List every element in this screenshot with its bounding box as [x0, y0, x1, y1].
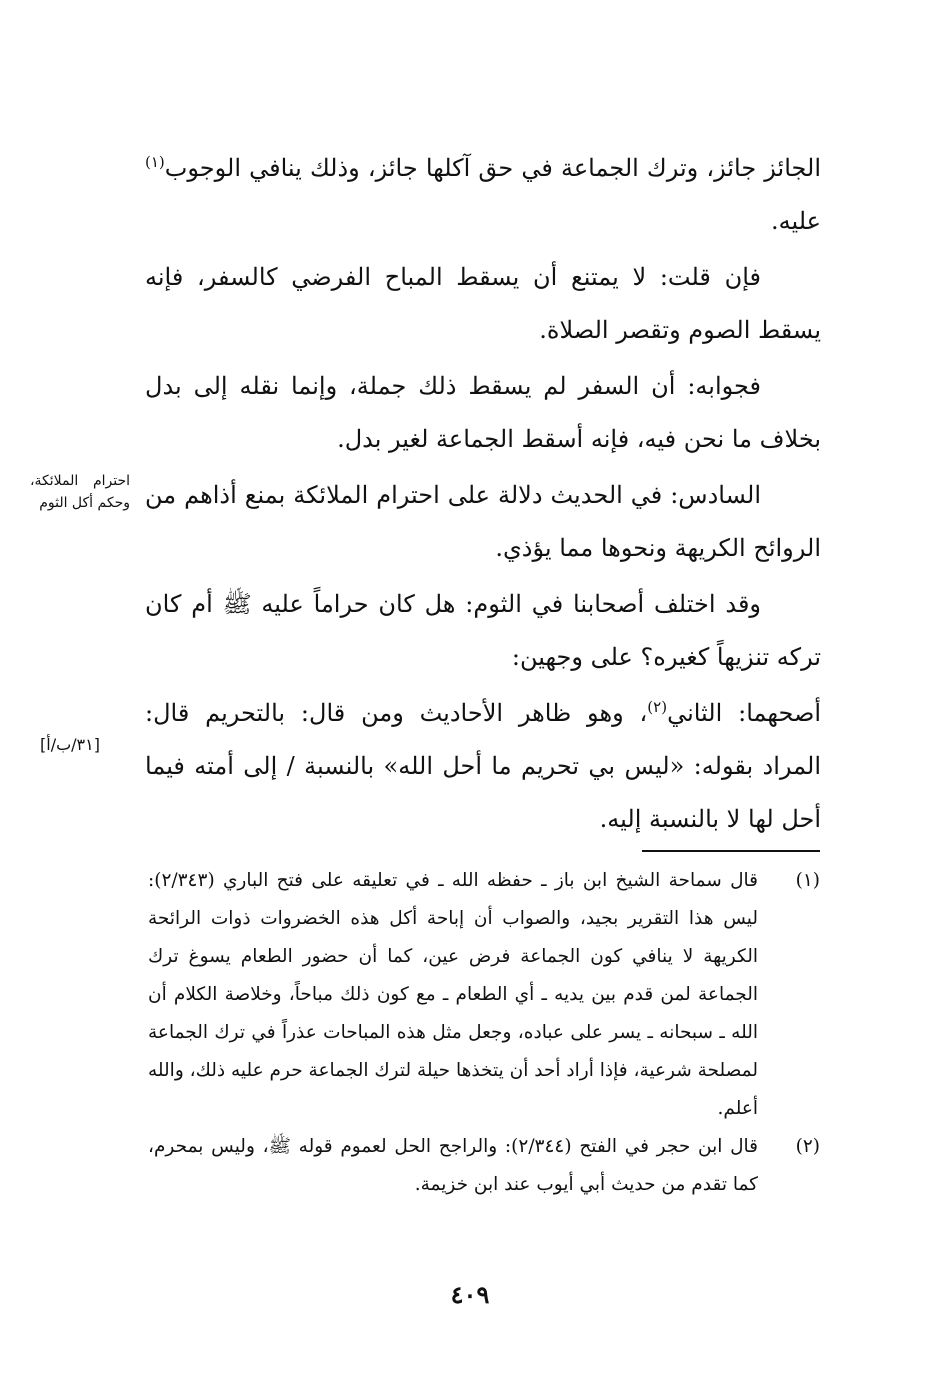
footnote-reference[interactable]: (١)	[145, 153, 165, 171]
paragraph-text: السادس: في الحديث دلالة على احترام الملائكة بمنع أذاهم من الروائح الكريهة ونحوها مما يؤذي.	[145, 481, 821, 562]
paragraph-3	[145, 360, 821, 466]
footnote-reference[interactable]: (٢)	[647, 698, 668, 716]
paragraph-text: وقد اختلف أصحابنا في الثوم: هل كان حراماً عليه ﷺ أم كان تركه تنزيهاً كغيره؟ على وجهين:	[145, 590, 821, 671]
paragraph-text: الجائز جائز، وترك الجماعة في حق آكلها جائز، وذلك ينافي الوجوب	[164, 154, 821, 182]
footnote-text: قال سماحة الشيخ ابن باز ـ حفظه الله ـ في تعليقه على فتح الباري (٢/٣٤٣): ليس هذا التقرير بجيد، والصواب أن إباحة أكل هذه الخضروات ذوات الرائحة الكريهة لا ينافي كون الجماعة فرض عين، كما أن حضور الطعام يسوغ ترك الجماعة لمن قدم بين يديه ـ أي الطعام ـ مع كون ذلك مباحاً، وخلاصة الكلام أن الله ـ سبحانه ـ يسر على عباده، وجعل مثل هذه المباحات عذراً في ترك الجماعة لمصلحة شرعية، فإذا أراد أحد أن يتخذها حيلة لترك الجماعة حرم عليه ذلك، والله أعلم.	[148, 870, 758, 1119]
paragraph-5	[145, 578, 821, 684]
footnote-separator	[642, 850, 820, 852]
footnote-1	[148, 862, 820, 1128]
paragraph-2	[145, 251, 821, 357]
footnotes	[148, 862, 820, 1204]
footnote-2	[148, 1128, 820, 1204]
footnote-number: (٢)	[795, 1136, 820, 1157]
paragraph-1	[145, 142, 821, 248]
paragraph-text: عليه.	[770, 207, 821, 235]
footnote-number: (١)	[795, 870, 820, 891]
paragraph-text: فإن قلت: لا يمتنع أن يسقط المباح الفرضي كالسفر، فإنه يسقط الصوم وتقصر الصلاة.	[145, 263, 821, 344]
paragraph-4	[145, 469, 821, 575]
footnote-text: قال ابن حجر في الفتح (٢/٣٤٤): والراجح الحل لعموم قوله ﷺ، وليس بمحرم، كما تقدم من حديث أبي أيوب عند ابن خزيمة.	[148, 1136, 759, 1195]
manuscript-folio-reference: [٣١/ب/أ]	[40, 735, 100, 754]
paragraph-6	[145, 687, 821, 846]
paragraph-text: فجوابه: أن السفر لم يسقط ذلك جملة، وإنما نقله إلى بدل بخلاف ما نحن فيه، فإنه أسقط الجماعة لغير بدل.	[145, 372, 821, 453]
main-text	[145, 142, 821, 849]
margin-note: احترام الملائكة، وحكم أكل الثوم	[30, 473, 130, 511]
paragraph-text: أصحهما: الثاني	[667, 699, 821, 727]
page-number: ٤٠٩	[450, 1280, 490, 1309]
paragraph-text: ، وهو ظاهر الأحاديث ومن قال: بالتحريم قال: المراد بقوله: «ليس بي تحريم ما أحل الله» بالنسبة / إلى أمته فيما أحل لها لا بالنسبة إليه.	[145, 699, 821, 833]
